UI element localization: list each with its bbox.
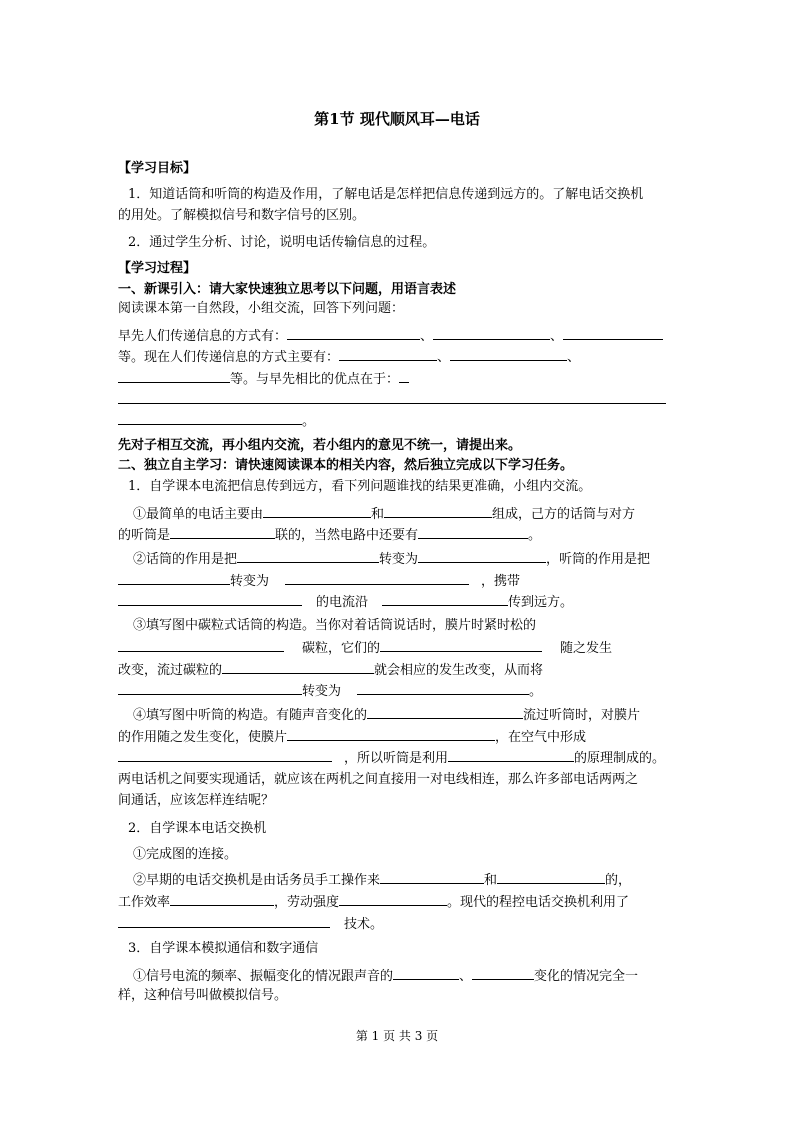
section-1-heading: 1．自学课本电流把信息传到远方，看下列问题谁找的结果更准确，小组内交流。 [128, 479, 592, 494]
period: 。 [302, 414, 316, 429]
goals-heading: 【学习目标】 [118, 161, 197, 176]
answer-blank[interactable] [393, 966, 459, 980]
answer-blank[interactable] [263, 504, 371, 518]
pair-note: 先对子相互交流，再小组内交流，若小组内的意见不统一，请提出来。 [118, 438, 522, 453]
s1-q3-line-b [118, 638, 612, 658]
answer-blank[interactable] [450, 347, 567, 361]
period: 。 [528, 528, 542, 543]
s3-q1-line-b: 样，这种信号叫做模拟信号。 [118, 988, 288, 1003]
s1-q4-text-f: 的原理制成的。 [574, 751, 666, 766]
s2-q1: ①完成图的连接。 [133, 847, 238, 862]
s3-q1-text-a: ①信号电流的频率、振幅变化的情况跟声音的 [133, 969, 394, 984]
s1-q1-and: 和 [371, 507, 385, 522]
answer-blank[interactable] [118, 571, 230, 585]
answer-blank[interactable] [118, 369, 230, 383]
s1-q2-line-a [133, 549, 650, 569]
answer-blank[interactable] [287, 727, 495, 741]
s3-q1-line-a [133, 966, 638, 986]
s1-q3-text-d: 改变，流过碳粒的 [118, 663, 223, 678]
answer-blank[interactable] [118, 748, 332, 762]
s1-q2-text-b: 转变为 [230, 574, 270, 589]
answer-blank[interactable] [382, 592, 508, 606]
answer-blank[interactable] [222, 660, 374, 674]
s1-q1-line-b [118, 525, 541, 545]
s1-q3-text-c: 随之发生 [560, 641, 613, 656]
separator: 、 [550, 329, 564, 344]
answer-blank[interactable] [367, 705, 523, 719]
separator: 、 [420, 329, 434, 344]
s1-q4-text-c: 的作用随之发生变化，使膜片 [118, 730, 288, 745]
s2-q2-text-a: ②早期的电话交换机是由话务员手工操作来 [133, 873, 381, 888]
answer-blank[interactable] [380, 638, 542, 652]
s1-q1-text-b: 组成，己方的话筒与对方 [492, 507, 636, 522]
read-instruction: 阅读课本第一自然段，小组交流，回答下列问题： [118, 301, 405, 316]
separator: 、 [459, 969, 473, 984]
s2-q2-text-b: 的， [605, 873, 632, 888]
s1-q2-text-b: 转变为 [379, 552, 419, 567]
answer-blank[interactable] [287, 326, 420, 340]
section-2-heading: 2．自学课本电话交换机 [128, 821, 267, 836]
goal-1-line-b: 的用处。了解模拟信号和数字信号的区别。 [118, 208, 366, 223]
answer-blank[interactable] [433, 326, 550, 340]
separator: 、 [567, 350, 581, 365]
answer-blank[interactable] [118, 411, 302, 425]
part2-heading: 二、独立自主学习：请快速阅读课本的相关内容，然后独立完成以下学习任务。 [118, 458, 574, 473]
s1-q1-text-c: 的听筒是 [118, 528, 171, 543]
answer-blank[interactable] [384, 504, 492, 518]
s1-q4-text-e: ，所以听筒是利用 [344, 751, 449, 766]
q1-text-c: 等。与早先相比的优点在于： [230, 372, 400, 387]
s1-q3-text-b: 碳粒，它们的 [302, 641, 381, 656]
s1-q2-line-c [118, 592, 573, 612]
answer-blank[interactable] [118, 638, 284, 652]
s1-q2-text-a: ②话筒的作用是把 [133, 552, 238, 567]
s3-q1-text-b: 变化的情况完全一 [534, 969, 639, 984]
period: 。 [529, 684, 543, 699]
page-footer: 第 1 页 共 3 页 [355, 1029, 439, 1043]
answer-blank[interactable] [563, 326, 663, 340]
q1-line-d [118, 390, 666, 410]
answer-blank[interactable] [399, 369, 409, 383]
s1-q2-line-b [118, 571, 520, 591]
q1-line-a [118, 326, 663, 346]
s1-q4-line-e: 间通话，应该怎样连结呢？ [118, 793, 275, 808]
q1-text-b: 等。现在人们传递信息的方式主要有： [118, 350, 340, 365]
answer-blank[interactable] [170, 892, 274, 906]
answer-blank[interactable] [497, 870, 605, 884]
answer-blank[interactable] [118, 914, 330, 928]
s1-q4-text-b: 流过听筒时，对膜片 [523, 708, 641, 723]
s2-q2-text-d: ，劳动强度 [274, 895, 340, 910]
answer-blank[interactable] [339, 347, 437, 361]
s2-q2-text-f: 技术。 [344, 917, 384, 932]
s1-q4-line-d: 两电话机之间要实现通话，就应该在两机之间直接用一对电线相连，那么许多部电话两两之 [118, 772, 639, 787]
answer-blank[interactable] [472, 966, 534, 980]
s1-q3-line-a: ③填写图中碳粒式话筒的构造。当你对着话筒说话时，膜片时紧时松的 [133, 618, 537, 633]
s1-q1-text-d: 联的，当然电路中还要有 [275, 528, 419, 543]
s2-q2-line-c [118, 914, 383, 934]
s1-q2-text-f: 传到远方。 [508, 595, 574, 610]
s1-q4-text-a: ④填写图中听筒的构造。有随声音变化的 [133, 708, 368, 723]
answer-blank[interactable] [448, 748, 574, 762]
s1-q3-line-d [118, 681, 542, 701]
s1-q4-text-d: ，在空气中形成 [495, 730, 587, 745]
goal-2: 2．通过学生分析、讨论，说明电话传输信息的过程。 [128, 235, 436, 250]
answer-blank[interactable] [357, 681, 529, 695]
s1-q2-text-d: ，携带 [481, 574, 521, 589]
s1-q3-text-f: 转变为 [302, 684, 342, 699]
part1-heading: 一、新课引入：请大家快速独立思考以下问题，用语言表述 [118, 282, 457, 297]
answer-blank[interactable] [118, 681, 302, 695]
q1-line-e [118, 411, 315, 431]
s2-q2-and: 和 [484, 873, 498, 888]
s2-q2-line-a [133, 870, 631, 890]
s1-q4-line-b [118, 727, 586, 747]
s2-q2-text-c: 工作效率 [118, 895, 171, 910]
answer-blank[interactable] [118, 592, 302, 606]
answer-blank[interactable] [237, 549, 379, 563]
s1-q2-text-c: ，听筒的作用是把 [546, 552, 651, 567]
answer-blank[interactable] [118, 390, 666, 404]
section-3-heading: 3．自学课本模拟通信和数字通信 [128, 941, 319, 956]
s1-q4-line-c [118, 748, 665, 768]
q1-line-b [118, 347, 580, 367]
s2-q2-line-b [118, 892, 629, 912]
s1-q3-text-e: 就会相应的发生改变，从而将 [374, 663, 544, 678]
s1-q1-line-a [133, 504, 635, 524]
answer-blank[interactable] [285, 571, 469, 585]
goal-1-line-a: 1．知道话筒和听筒的构造及作用，了解电话是怎样把信息传递到远方的。了解电话交换机 [128, 187, 644, 202]
separator: 、 [437, 350, 451, 365]
q1-line-c [118, 369, 409, 389]
answer-blank[interactable] [380, 870, 484, 884]
answer-blank[interactable] [170, 525, 275, 539]
s1-q3-line-c [118, 660, 543, 680]
q1-text-a: 早先人们传递信息的方式有： [118, 329, 288, 344]
answer-blank[interactable] [418, 525, 528, 539]
answer-blank[interactable] [339, 892, 447, 906]
page-title: 第1节 现代顺风耳—电话 [314, 110, 480, 128]
s1-q4-line-a [133, 705, 640, 725]
s1-q2-text-e: 的电流沿 [316, 595, 369, 610]
s2-q2-text-e: 。现代的程控电话交换机利用了 [447, 895, 630, 910]
answer-blank[interactable] [418, 549, 546, 563]
s1-q1-text-a: ①最简单的电话主要由 [133, 507, 264, 522]
process-heading: 【学习过程】 [118, 261, 197, 276]
